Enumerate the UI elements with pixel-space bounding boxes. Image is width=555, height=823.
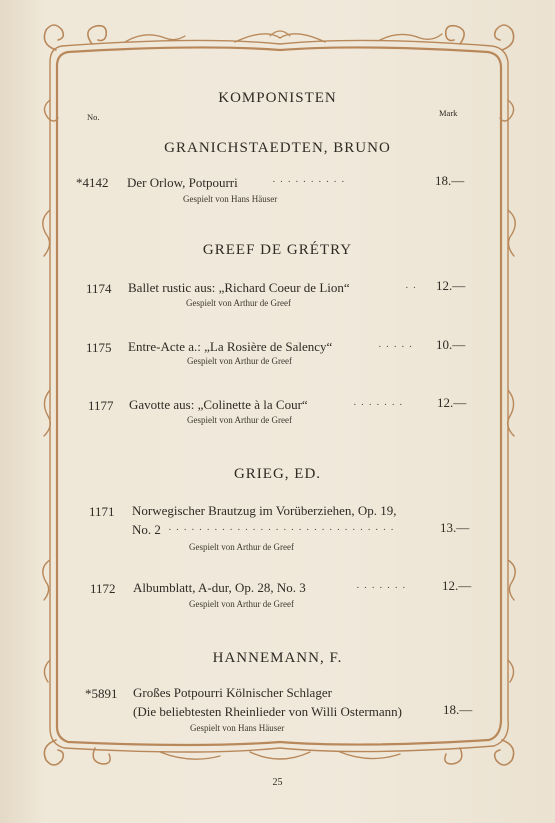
page-title: KOMPONISTEN xyxy=(218,90,337,106)
entry-number: 1171 xyxy=(89,504,115,519)
entry-performer: Gespielt von Arthur de Greef xyxy=(189,599,294,609)
leader-dots: ····· xyxy=(378,341,417,353)
entry-price: 12.— xyxy=(442,578,472,593)
entry-performer: Gespielt von Arthur de Greef xyxy=(187,415,292,425)
entry-title: Gavotte aus: „Colinette à la Cour“ xyxy=(129,397,308,412)
entry-price: 18.— xyxy=(435,173,465,188)
entry-performer: Gespielt von Hans Häuser xyxy=(183,194,278,204)
entry-title-continued: (Die beliebtesten Rheinlieder von Willi Ostermann) xyxy=(133,704,402,719)
entry-number: 1177 xyxy=(88,398,114,413)
leader-dots: ·········· xyxy=(272,176,349,188)
composer-heading: HANNEMANN, F. xyxy=(212,650,343,666)
entry-price: 18.— xyxy=(443,702,473,717)
column-no-label: No. xyxy=(87,112,100,122)
composer-heading: GREEF DE GRÉTRY xyxy=(202,242,353,258)
column-mark-label: Mark xyxy=(439,108,458,118)
entry-title: Großes Potpourri Kölnischer Schlager xyxy=(133,685,332,700)
entry-performer: Gespielt von Arthur de Greef xyxy=(186,298,291,308)
leader-dots: ······· xyxy=(356,582,410,594)
entry-price: 10.— xyxy=(436,337,466,352)
entry-number: 1175 xyxy=(86,340,112,355)
entry-performer: Gespielt von Hans Häuser xyxy=(190,723,285,733)
entry-number: 1174 xyxy=(86,281,112,296)
composer-heading: GRANICHSTAEDTEN, BRUNO xyxy=(164,140,391,156)
composer-heading: GRIEG, ED. xyxy=(233,466,322,482)
entry-title: Albumblatt, A-dur, Op. 28, No. 3 xyxy=(133,580,306,595)
entry-price: 12.— xyxy=(436,278,466,293)
leader-dots: ······························ xyxy=(168,524,398,536)
entry-performer: Gespielt von Arthur de Greef xyxy=(187,356,292,366)
entry-performer: Gespielt von Arthur de Greef xyxy=(189,542,294,552)
entry-price: 13.— xyxy=(440,520,470,535)
entry-title: Norwegischer Brautzug im Vorüberziehen, Op. 19, xyxy=(132,503,397,518)
entry-title-continued: No. 2 xyxy=(132,522,161,537)
leader-dots: ·· xyxy=(405,282,421,294)
leader-dots: ······· xyxy=(353,399,407,411)
page-number: 25 xyxy=(272,777,283,788)
entry-price: 12.— xyxy=(437,395,467,410)
entry-title: Entre-Acte a.: „La Rosière de Salency“ xyxy=(128,339,333,354)
entry-title: Der Orlow, Potpourri xyxy=(127,175,238,190)
entry-title: Ballet rustic aus: „Richard Coeur de Lion“ xyxy=(128,280,350,295)
entry-number: 1172 xyxy=(90,581,116,596)
entry-number: *4142 xyxy=(76,175,109,190)
entry-number: *5891 xyxy=(85,686,118,701)
